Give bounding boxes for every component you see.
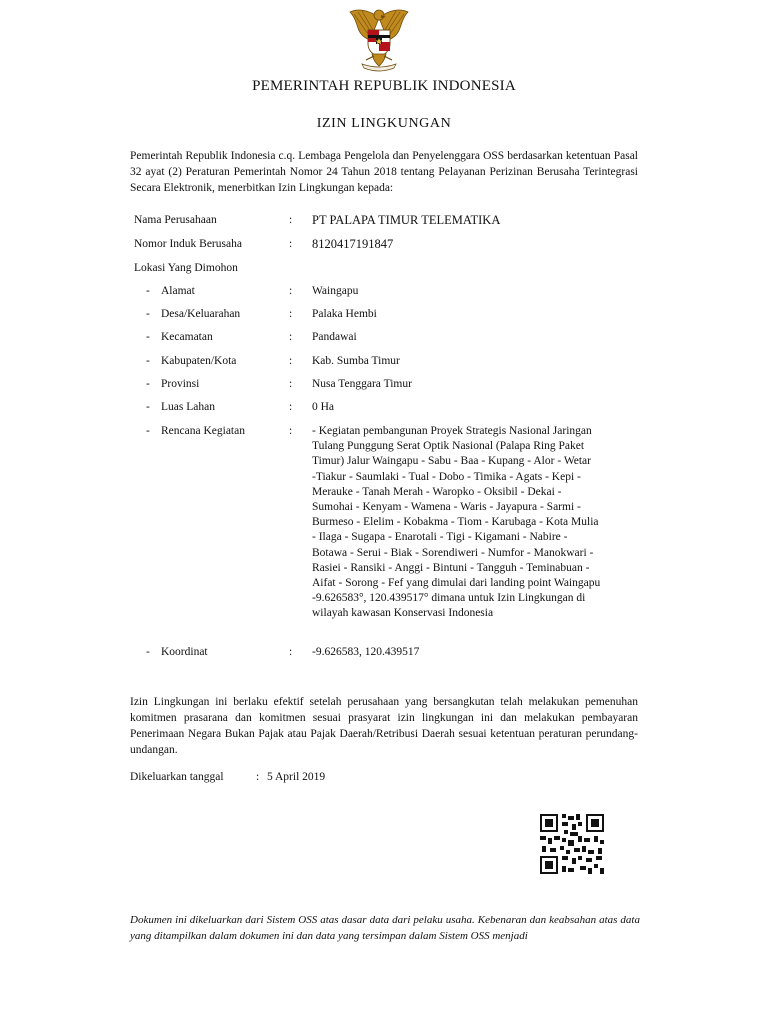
issued-date: 5 April 2019 <box>267 771 326 783</box>
address-label: Alamat <box>161 285 195 297</box>
activity-line: -9.626583°, 120.439517° dimana untuk Izin Lingkungan di <box>312 592 586 605</box>
activity-line: Timur) Jalur Waingapu - Sabu - Baa - Kupang - Alor - Wetar <box>312 455 591 468</box>
dash: - <box>146 401 150 413</box>
village-value: Palaka Hembi <box>312 308 377 320</box>
dash: - <box>146 331 150 343</box>
dash: - <box>146 378 150 390</box>
activity-line: wilayah kawasan Konservasi Indonesia <box>312 607 494 620</box>
dash: - <box>146 425 150 437</box>
government-title: PEMERINTAH REPUBLIK INDONESIA <box>252 78 516 94</box>
intro-paragraph: Pemerintah Republik Indonesia c.q. Lembaga Pengelola dan Penyelenggara OSS berdasarkan ketentuan Pasal 32 ayat (2) Peraturan Pemerintah Nomor 24 Tahun 2018 tentang Pelayanan Perizinan Berusaha Terintegrasi Secara Elektronik, menerbitkan Izin Lingkungan kepada: <box>130 150 638 194</box>
colon: : <box>289 331 293 343</box>
footer-disclaimer: Dokumen ini dikeluarkan dari Sistem OSS atas dasar data dari pelaku usaha. Kebenaran dan keabsahan atas data yang ditampilkan dalam dokumen ini dan data yang tersimpan dalam Sistem OSS menjadi <box>130 914 640 942</box>
colon: : <box>289 355 293 367</box>
coordinate-value: -9.626583, 120.439517 <box>312 646 420 658</box>
dash: - <box>146 308 150 320</box>
province-label: Provinsi <box>161 378 200 390</box>
coordinate-label: Koordinat <box>161 646 208 658</box>
closing-paragraph: Izin Lingkungan ini berlaku efektif setelah perusahaan yang bersangkutan telah melakukan pemenuhan komitmen prasarana dan komitmen sesuai prasyarat izin lingkungan ini dan melakukan pembayaran Penerimaan Negara Bukan Pajak atau Pajak Daerah/Retribusi Daerah sesuai ketentuan peraturan perundang-undangan. <box>130 696 638 756</box>
activity-line: Botawa - Serui - Biak - Sorendiweri - Numfor - Manokwari - <box>312 546 594 559</box>
dash: - <box>146 646 150 658</box>
colon: : <box>289 285 293 297</box>
activity-label: Rencana Kegiatan <box>161 425 245 437</box>
area-value: 0 Ha <box>312 401 335 413</box>
company-value: PT PALAPA TIMUR TELEMATIKA <box>312 213 501 227</box>
colon: : <box>289 401 293 413</box>
colon: : <box>289 425 293 437</box>
activity-line: Burmeso - Elelim - Kobakma - Tiom - Karubaga - Kota Mulia <box>312 516 599 529</box>
district-label: Kecamatan <box>161 331 213 343</box>
location-label: Lokasi Yang Dimohon <box>134 262 238 274</box>
garuda-emblem-icon <box>344 4 414 72</box>
activity-line: Aifat - Sorong - Fef yang dimulai dari landing point Waingapu <box>312 577 601 590</box>
district-value: Pandawai <box>312 331 357 343</box>
qr-code-icon <box>538 812 606 876</box>
activity-line: Tulang Punggung Serat Optik Nasional (Palapa Ring Paket <box>312 440 585 453</box>
activity-description <box>312 424 642 622</box>
nib-value: 8120417191847 <box>312 237 394 251</box>
address-value: Waingapu <box>312 285 359 297</box>
activity-line: Sumohai - Kenyam - Wamena - Waris - Jayapura - Sarmi - <box>312 501 581 514</box>
issued-label: Dikeluarkan tanggal <box>130 771 224 783</box>
nib-label: Nomor Induk Berusaha <box>134 238 242 250</box>
colon: : <box>289 308 293 320</box>
colon: : <box>256 771 260 783</box>
village-label: Desa/Keluarahan <box>161 308 241 320</box>
province-value: Nusa Tenggara Timur <box>312 378 412 390</box>
dash: - <box>146 355 150 367</box>
colon: : <box>289 214 293 226</box>
activity-line: - Kegiatan pembangunan Proyek Strategis Nasional Jaringan <box>312 425 592 437</box>
colon: : <box>289 378 293 390</box>
area-label: Luas Lahan <box>161 401 215 413</box>
colon: : <box>289 238 293 250</box>
activity-line: Rasiei - Ransiki - Anggi - Bintuni - Tangguh - Teminabuan - <box>312 561 590 574</box>
dash: - <box>146 285 150 297</box>
activity-line: -Tiakur - Saumlaki - Tual - Dobo - Timika - Agats - Kepi - <box>312 470 581 483</box>
document-title: IZIN LINGKUNGAN <box>316 116 452 131</box>
regency-value: Kab. Sumba Timur <box>312 355 400 367</box>
activity-line: Merauke - Tanah Merah - Waropko - Oksibil - Dekai - <box>312 485 562 498</box>
regency-label: Kabupaten/Kota <box>161 355 237 367</box>
activity-line: - Ilaga - Sugapa - Enarotali - Tigi - Kigamani - Nabire - <box>312 531 568 544</box>
company-label: Nama Perusahaan <box>134 214 217 226</box>
colon: : <box>289 646 293 658</box>
